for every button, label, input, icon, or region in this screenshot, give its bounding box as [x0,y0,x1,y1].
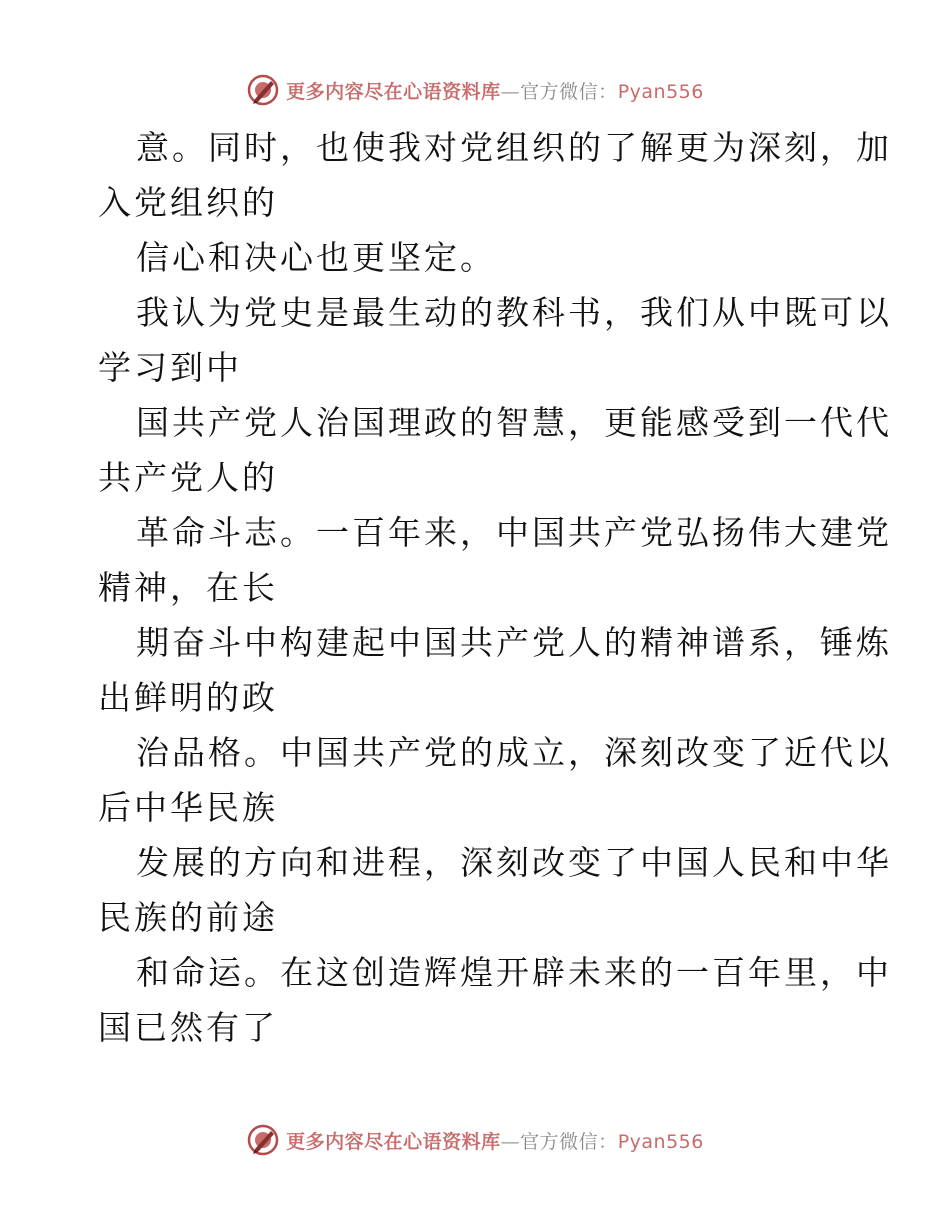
pen-logo-icon [246,73,280,107]
paragraph-8 [98,835,892,945]
text-line: 国共产党人治国理政的智慧，更能感受到一代代 [136,403,892,442]
banner-main-text: 更多内容尽在心语资料库 [286,1130,501,1153]
footer-banner [0,1120,950,1160]
paragraph-7 [98,725,892,835]
text-line: 国已然有了 [98,1008,278,1047]
text-line: 出鲜明的政 [98,678,278,717]
pen-logo-icon [246,1123,280,1157]
text-line: 信心和决心也更坚定。 [136,238,496,277]
banner-wechat-id: Pyan556 [617,1130,704,1153]
text-line: 治品格。中国共产党的成立，深刻改变了近代以 [136,733,892,772]
text-line: 我认为党史是最生动的教科书，我们从中既可以 [136,293,892,332]
paragraph-6 [98,615,892,725]
text-line: 民族的前途 [98,898,278,937]
banner-separator: — [500,80,521,103]
paragraph-3 [98,285,892,395]
text-line: 后中华民族 [98,788,278,827]
text-line: 入党组织的 [98,183,278,222]
text-line: 发展的方向和进程，深刻改变了中国人民和中华 [136,843,892,882]
banner-text [286,77,704,104]
banner-text [286,1127,704,1154]
banner-wechat-label: 官方微信： [520,1130,618,1153]
text-line: 精神，在长 [98,568,278,607]
text-line: 革命斗志。一百年来，中国共产党弘扬伟大建党 [136,513,892,552]
banner-wechat-label: 官方微信： [520,80,618,103]
paragraph-9 [98,945,892,1055]
text-line: 期奋斗中构建起中国共产党人的精神谱系，锤炼 [136,623,892,662]
header-banner [0,70,950,110]
text-line: 学习到中 [98,348,242,387]
paragraph-5 [98,505,892,615]
text-line: 和命运。在这创造辉煌开辟未来的一百年里，中 [136,953,892,992]
banner-separator: — [500,1130,521,1153]
paragraph-1 [98,120,892,230]
banner-main-text: 更多内容尽在心语资料库 [286,80,501,103]
banner-wechat-id: Pyan556 [617,80,704,103]
document-body [98,120,892,1055]
paragraph-2 [98,230,858,285]
paragraph-4 [98,395,892,505]
text-line: 共产党人的 [98,458,278,497]
text-line: 意。同时，也使我对党组织的了解更为深刻，加 [136,128,892,167]
